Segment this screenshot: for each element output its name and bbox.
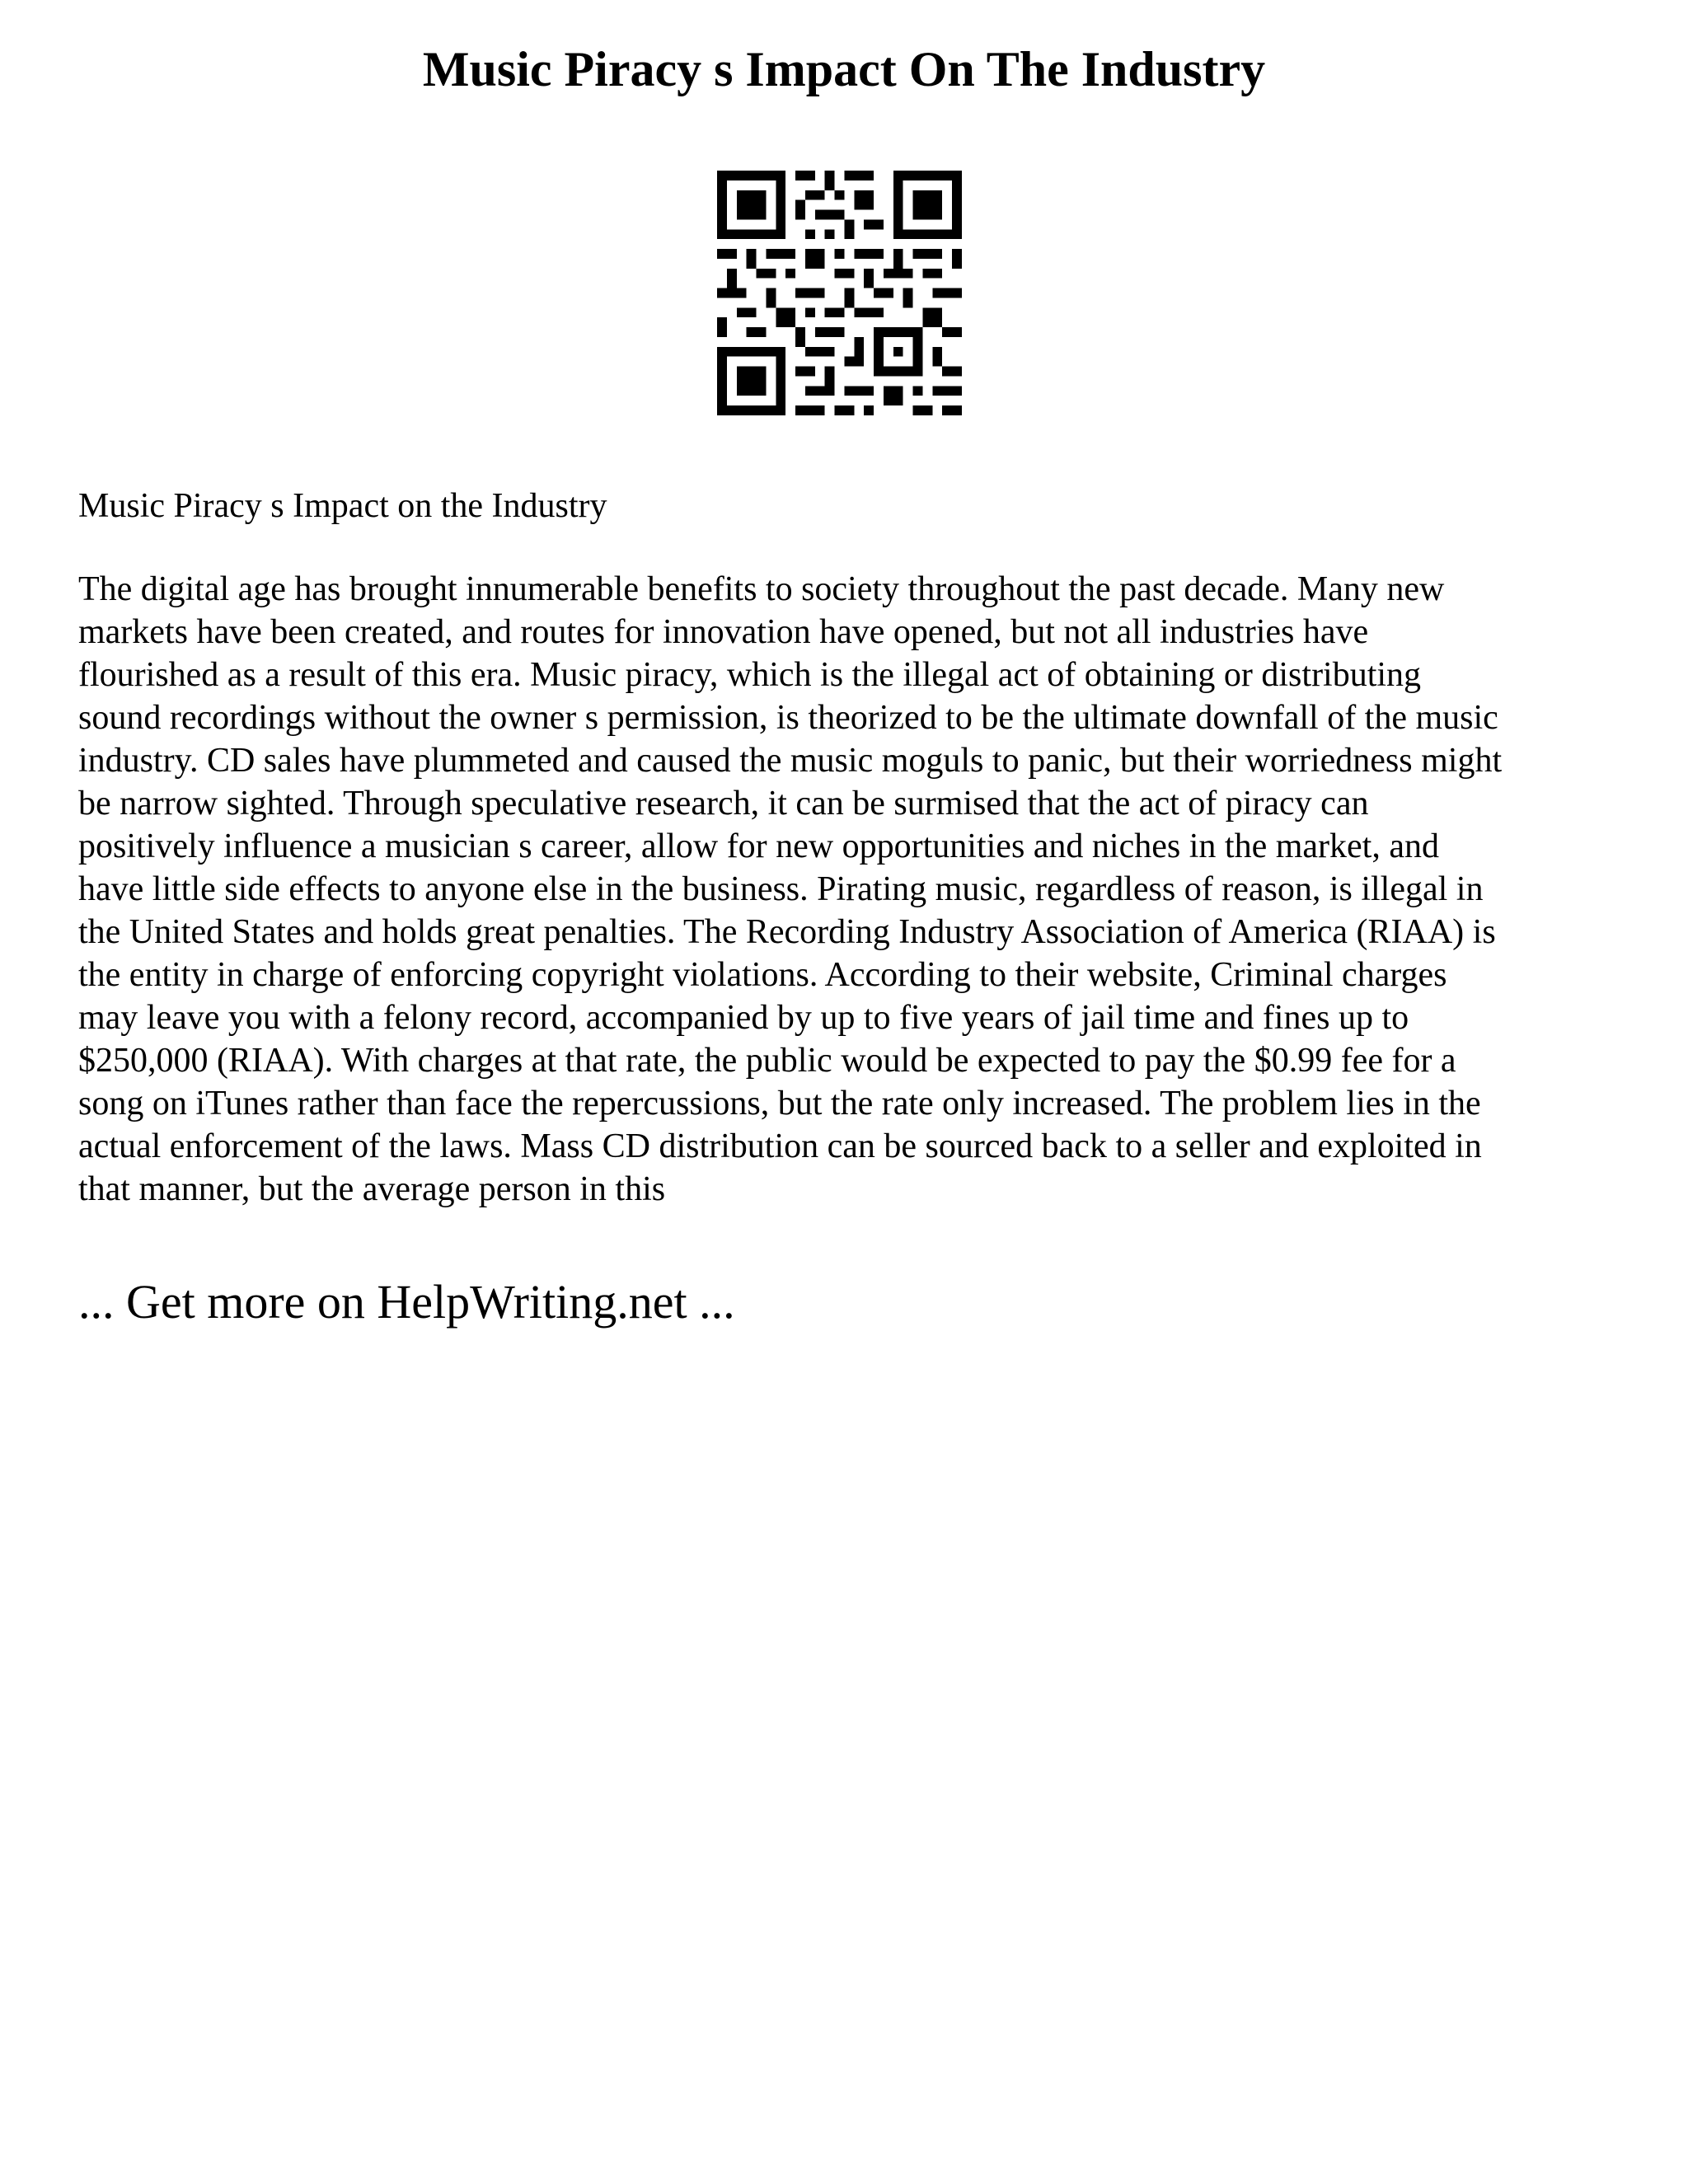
body-line: actual enforcement of the laws. Mass CD distribution can be sourced back to a seller and exploited in xyxy=(78,1127,1482,1165)
qr-code-icon xyxy=(717,171,962,415)
body-line: positively influence a musician s career, allow for new opportunities and niches in the market, and xyxy=(78,827,1439,865)
body-line: be narrow sighted. Through speculative research, it can be surmised that the act of piracy can xyxy=(78,785,1369,823)
body-line: have little side effects to anyone else in the business. Pirating music, regardless of reason, is illegal in xyxy=(78,870,1484,908)
body-line: the entity in charge of enforcing copyright violations. According to their website, Criminal charges xyxy=(78,956,1447,994)
body-line: the United States and holds great penalties. The Recording Industry Association of America (RIAA) is xyxy=(78,913,1496,951)
body-paragraph xyxy=(78,568,1620,1211)
body-line: song on iTunes rather than face the repercussions, but the rate only increased. The problem lies in the xyxy=(78,1085,1481,1122)
body-line: sound recordings without the owner s permission, is theorized to be the ultimate downfall of the music xyxy=(78,699,1498,737)
body-line: industry. CD sales have plummeted and caused the music moguls to panic, but their worriedness might xyxy=(78,742,1503,780)
body-line: that manner, but the average person in this xyxy=(78,1170,666,1208)
body-line: The digital age has brought innumerable benefits to society throughout the past decade. Many new xyxy=(78,570,1445,608)
document-subtitle: Music Piracy s Impact on the Industry xyxy=(78,487,607,525)
page-title: Music Piracy s Impact On The Industry xyxy=(422,42,1266,96)
body-line: may leave you with a felony record, accompanied by up to five years of jail time and fines up to xyxy=(78,999,1409,1037)
body-line: markets have been created, and routes for innovation have opened, but not all industries have xyxy=(78,613,1369,651)
get-more-link[interactable]: ... Get more on HelpWriting.net ... xyxy=(78,1275,735,1329)
body-line: flourished as a result of this era. Music piracy, which is the illegal act of obtaining or distributing xyxy=(78,656,1422,694)
body-line: $250,000 (RIAA). With charges at that rate, the public would be expected to pay the $0.99 fee for a xyxy=(78,1042,1456,1080)
